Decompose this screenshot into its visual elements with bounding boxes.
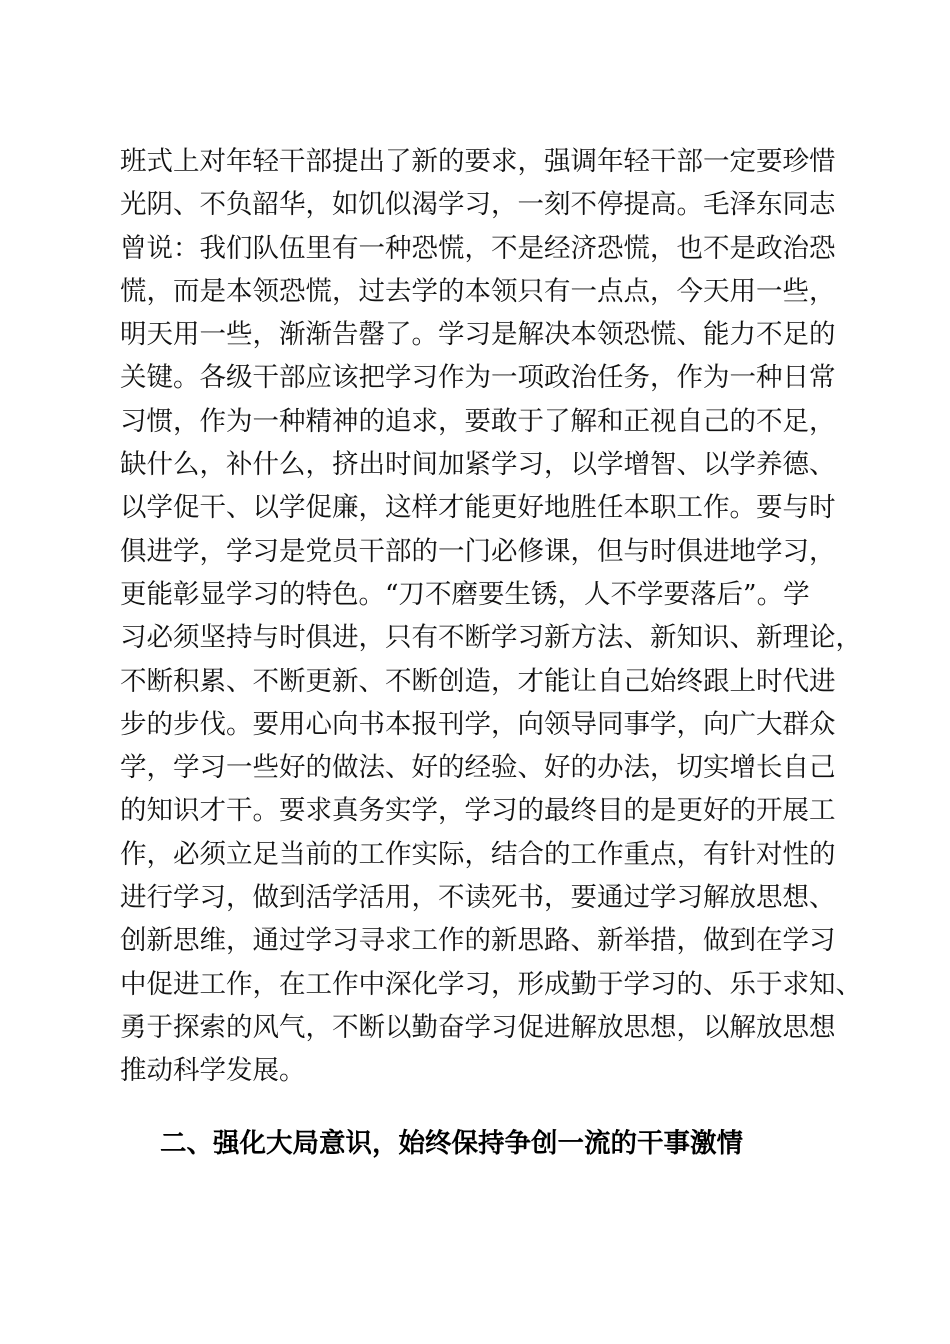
paragraph-line: 勇于探索的风气，不断以勤奋学习促进解放思想，以解放思想 — [120, 1011, 836, 1043]
paragraph-line: 习必须坚持与时俱进，只有不断学习新方法、新知识、新理论， — [120, 622, 862, 654]
paragraph-line: 曾说：我们队伍里有一种恐慌，不是经济恐慌，也不是政治恐 — [120, 232, 836, 264]
paragraph-line: 学，学习一些好的做法、好的经验、好的办法，切实增长自己 — [120, 752, 836, 784]
paragraph-line: 推动科学发展。 — [120, 1055, 306, 1087]
paragraph-line: 以学促干、以学促廉，这样才能更好地胜任本职工作。要与时 — [120, 492, 836, 524]
paragraph-line: 创新思维，通过学习寻求工作的新思路、新举措，做到在学习 — [120, 925, 836, 957]
paragraph-line: 更能彰显学习的特色。“刀不磨要生锈，人不学要落后”。学 — [120, 578, 810, 610]
paragraph-line: 明天用一些，渐渐告罄了。学习是解决本领恐慌、能力不足的 — [120, 319, 836, 351]
paragraph-line: 作，必须立足当前的工作实际，结合的工作重点，有针对性的 — [120, 838, 836, 870]
paragraph-line: 俱进学，学习是党员干部的一门必修课，但与时俱进地学习， — [120, 535, 836, 567]
paragraph-line: 习惯，作为一种精神的追求，要敢于了解和正视自己的不足， — [120, 405, 836, 437]
paragraph-line: 关键。各级干部应该把学习作为一项政治任务，作为一种日常 — [120, 362, 836, 394]
paragraph-line: 步的步伐。要用心向书本报刊学，向领导同事学，向广大群众 — [120, 708, 836, 740]
paragraph-line: 进行学习，做到活学活用，不读死书，要通过学习解放思想、 — [120, 882, 836, 914]
body-paragraph — [120, 140, 862, 1093]
paragraph-line: 缺什么，补什么，挤出时间加紧学习，以学增智、以学养德、 — [120, 449, 836, 481]
paragraph-line: 光阴、不负韶华，如饥似渴学习，一刻不停提高。毛泽东同志 — [120, 189, 836, 221]
section-heading: 二、强化大局意识，始终保持争创一流的干事激情 — [160, 1128, 743, 1159]
paragraph-line: 班式上对年轻干部提出了新的要求，强调年轻干部一定要珍惜 — [120, 146, 836, 177]
paragraph-line: 不断积累、不断更新、不断创造，才能让自己始终跟上时代进 — [120, 665, 836, 697]
paragraph-line: 中促进工作，在工作中深化学习，形成勤于学习的、乐于求知、 — [120, 968, 862, 1000]
paragraph-line: 慌，而是本领恐慌，过去学的本领只有一点点，今天用一些， — [120, 275, 836, 307]
paragraph-line: 的知识才干。要求真务实学，学习的最终目的是更好的开展工 — [120, 795, 836, 827]
